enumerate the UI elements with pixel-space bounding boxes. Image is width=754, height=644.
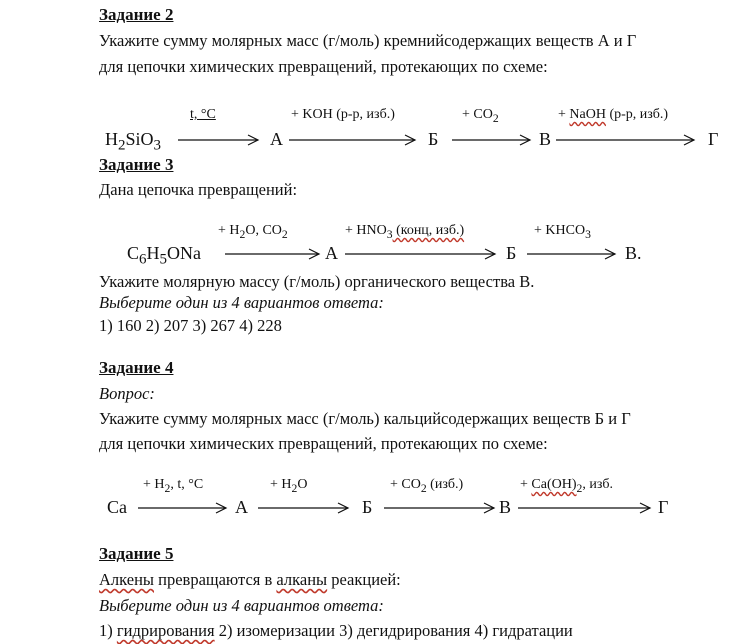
task2-arrow3 — [452, 133, 532, 147]
task4-node-g: Г — [658, 497, 669, 517]
task4-arrow1 — [138, 501, 228, 515]
task3-heading: Задание 3 — [99, 155, 174, 174]
task2-cond2: + KOH (р-р, изб.) — [291, 107, 395, 122]
task2-start-formula: $H_2SiO_3$ — [105, 129, 162, 154]
task5-choose: Выберите один из 4 вариантов ответа: — [99, 596, 384, 615]
task3-node-a: А — [325, 243, 338, 263]
task4-node-v: В — [499, 497, 512, 517]
task4-arrow2 — [258, 501, 350, 515]
task3-node-v: В. — [625, 243, 642, 263]
task2-arrow1 — [178, 133, 260, 147]
task3-arrow1 — [225, 247, 321, 261]
task2-node-b: Б — [428, 129, 439, 149]
task5-heading: Задание 5 — [99, 544, 174, 563]
task5-options: 1) гидрирования 2) изомеризации 3) дегидрирования 4) гидратации — [99, 621, 573, 640]
task3-start-formula: $C_6H_5ONa$ — [127, 243, 202, 268]
task3-intro: Дана цепочка превращений: — [99, 180, 298, 199]
task4-vopros: Вопрос: — [99, 384, 155, 403]
task4-arrow4 — [518, 501, 652, 515]
task3-cond2: + $HNO_3$ (конц, изб.) — [345, 223, 465, 241]
task2-line1: Укажите сумму молярных масс (г/моль) кремнийсодержащих веществ А и Г — [99, 31, 637, 50]
task3-choose: Выберите один из 4 вариантов ответа: — [99, 293, 384, 312]
task5-question: Алкены превращаются в алканы реакцией: — [99, 570, 401, 589]
task3-node-b: Б — [506, 243, 517, 263]
task4-start: Ca — [107, 497, 127, 517]
task3-cond3: + $KHCO_3$ — [534, 223, 591, 241]
task3-question: Укажите молярную массу (г/моль) органического вещества В. — [99, 272, 535, 291]
task4-arrow3 — [384, 501, 496, 515]
task2-node-g: Г — [708, 129, 719, 149]
task4-heading: Задание 4 — [99, 358, 174, 377]
task3-arrow3 — [527, 247, 617, 261]
task4-cond2: + $H_2O$ — [270, 477, 308, 495]
task2-cond1: t, °C — [190, 107, 216, 122]
task4-cond3: + $CO_2$ (изб.) — [390, 477, 464, 495]
task4-cond4: + $Ca(OH)_2$, изб. — [520, 477, 613, 495]
task2-arrow4 — [556, 133, 696, 147]
task2-node-v: В — [539, 129, 552, 149]
task2-heading: Задание 2 — [99, 5, 174, 24]
task2-arrow2 — [289, 133, 417, 147]
task4-node-a: А — [235, 497, 248, 517]
task4-cond1: + $H_2$, t, °C — [143, 477, 204, 495]
task2-node-a: А — [270, 129, 283, 149]
task2-line2: для цепочки химических превращений, протекающих по схеме: — [99, 57, 548, 76]
task3-options: 1) 160 2) 207 3) 267 4) 228 — [99, 316, 282, 335]
task4-line2: для цепочки химических превращений, протекающих по схеме: — [99, 434, 548, 453]
task3-cond1: + $H_2O$, $CO_2$ — [218, 223, 288, 241]
task2-cond3: + $CO_2$ — [462, 107, 499, 125]
task3-arrow2 — [345, 247, 497, 261]
task4-line1: Укажите сумму молярных масс (г/моль) кальцийсодержащих веществ Б и Г — [99, 409, 631, 428]
task2-cond4: + NaOH (р-р, изб.) — [558, 107, 669, 122]
task4-node-b: Б — [362, 497, 373, 517]
